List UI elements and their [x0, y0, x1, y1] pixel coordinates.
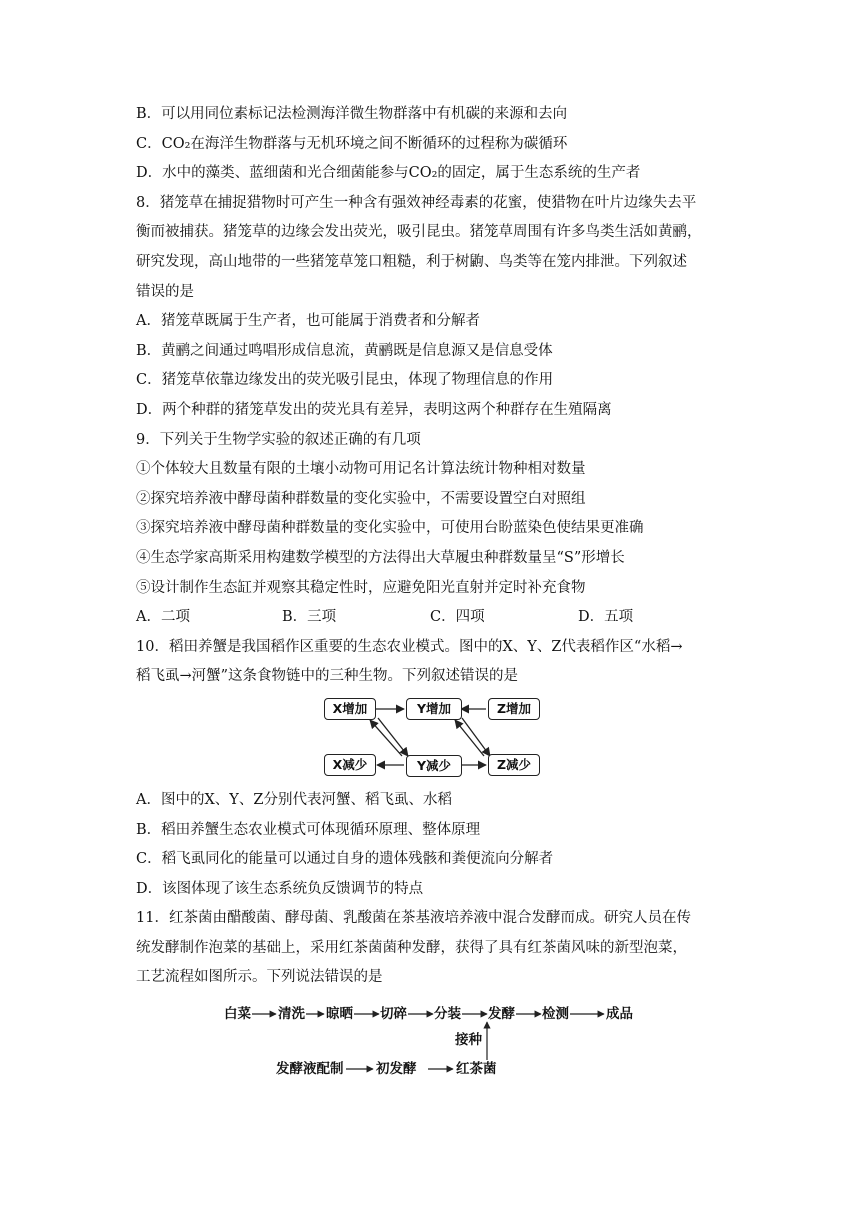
q8-option-d: D．两个种群的猪笼草发出的荧光具有差异，表明这两个种群存在生殖隔离 — [136, 402, 612, 418]
flow-step-wash: 清洗 — [278, 1006, 305, 1022]
q8-stem-line-4: 错误的是 — [136, 284, 194, 300]
q9-stem: 9．下列关于生物学实验的叙述正确的有几项 — [136, 432, 421, 448]
q10-option-c: C．稻飞虱同化的能量可以通过自身的遗体残骸和粪便流向分解者 — [136, 851, 554, 867]
q10-stem-line-1: 10．稻田养蟹是我国稻作区重要的生态农业模式。图中的X、Y、Z代表稻作区“水稻→ — [136, 639, 683, 655]
q8-option-c: C．猪笼草依靠边缘发出的荧光吸引昆虫，体现了物理信息的作用 — [136, 372, 554, 388]
flow-step-kombucha: 红茶菌 — [456, 1061, 497, 1077]
q10-option-b: B．稻田养蟹生态农业模式可体现循环原理、整体原理 — [136, 822, 481, 838]
q10-option-a: A．图中的X、Y、Z分别代表河蟹、稻飞虱、水稻 — [136, 792, 452, 808]
q9-item-2: ②探究培养液中酵母菌种群数量的变化实验中，不需要设置空白对照组 — [136, 491, 586, 507]
q9-option-b: B．三项 — [282, 609, 337, 625]
q7-option-c: C．CO₂在海洋生物群落与无机环境之间不断循环的过程称为碳循环 — [136, 136, 568, 152]
q7-option-d: D．水中的藻类、蓝细菌和光合细菌能参与CO₂的固定，属于生态系统的生产者 — [136, 165, 641, 181]
flow-step-pack: 分装 — [434, 1006, 461, 1022]
flow-step-dry: 晾晒 — [326, 1006, 353, 1022]
diagram-x-decrease: X减少 — [324, 754, 376, 776]
diagram-y-increase: Y增加 — [406, 698, 462, 720]
q9-item-4: ④生态学家高斯采用构建数学模型的方法得出大草履虫种群数量呈“S”形增长 — [136, 550, 625, 566]
flow-step-test: 检测 — [542, 1006, 569, 1022]
q11-stem-line-3: 工艺流程如图所示。下列说法错误的是 — [136, 969, 383, 985]
q9-option-a: A．二项 — [136, 609, 190, 625]
q9-item-5: ⑤设计制作生态缸并观察其稳定性时，应避免阳光直射并定时补充食物 — [136, 580, 586, 596]
flow-step-product: 成品 — [606, 1006, 633, 1022]
diagram-z-decrease: Z减少 — [488, 754, 540, 776]
flow-step-prepare-liquid: 发酵液配制 — [276, 1061, 344, 1077]
q10-option-d: D．该图体现了该生态系统负反馈调节的特点 — [136, 881, 424, 897]
q11-stem-line-2: 统发酵制作泡菜的基础上，采用红茶菌菌种发酵，获得了具有红茶菌风味的新型泡菜， — [136, 940, 687, 956]
flow-step-ferment: 发酵 — [488, 1006, 515, 1022]
q8-option-b: B．黄鹂之间通过鸣唱形成信息流，黄鹂既是信息源又是信息受体 — [136, 343, 553, 359]
flow-step-chop: 切碎 — [380, 1006, 407, 1022]
q8-stem-line-3: 研究发现，高山地带的一些猪笼草笼口粗糙，利于树鼩、鸟类等在笼内排泄。下列叙述 — [136, 254, 687, 270]
q11-stem-line-1: 11．红茶菌由醋酸菌、酵母菌、乳酸菌在茶基液培养液中混合发酵而成。研究人员在传 — [136, 910, 691, 926]
q8-option-a: A．猪笼草既属于生产者，也可能属于消费者和分解者 — [136, 313, 480, 329]
diagram-z-increase: Z增加 — [488, 698, 540, 720]
flow-step-cabbage: 白菜 — [224, 1006, 251, 1022]
q9-item-3: ③探究培养液中酵母菌种群数量的变化实验中，可使用台盼蓝染色使结果更准确 — [136, 520, 644, 536]
diagram-x-increase: X增加 — [324, 698, 376, 720]
diagram-y-decrease: Y减少 — [406, 755, 462, 777]
q7-option-b: B．可以用同位素标记法检测海洋微生物群落中有机碳的来源和去向 — [136, 106, 568, 122]
q9-option-d: D．五项 — [578, 609, 634, 625]
q8-stem-line-1: 8．猪笼草在捕捉猎物时可产生一种含有强效神经毒素的花蜜，使猎物在叶片边缘失去平 — [136, 195, 697, 211]
q8-stem-line-2: 衡而被捕获。猪笼草的边缘会发出荧光，吸引昆虫。猪笼草周围有许多鸟类生活如黄鹂， — [136, 224, 702, 240]
q9-item-1: ①个体较大且数量有限的土壤小动物可用记名计算法统计物种相对数量 — [136, 461, 586, 477]
flow-label-inoculate: 接种 — [455, 1032, 482, 1048]
q10-stem-line-2: 稻飞虱→河蟹”这条食物链中的三种生物。下列叙述错误的是 — [136, 668, 519, 684]
flow-step-initial-ferment: 初发酵 — [376, 1061, 417, 1077]
q9-option-c: C．四项 — [430, 609, 485, 625]
